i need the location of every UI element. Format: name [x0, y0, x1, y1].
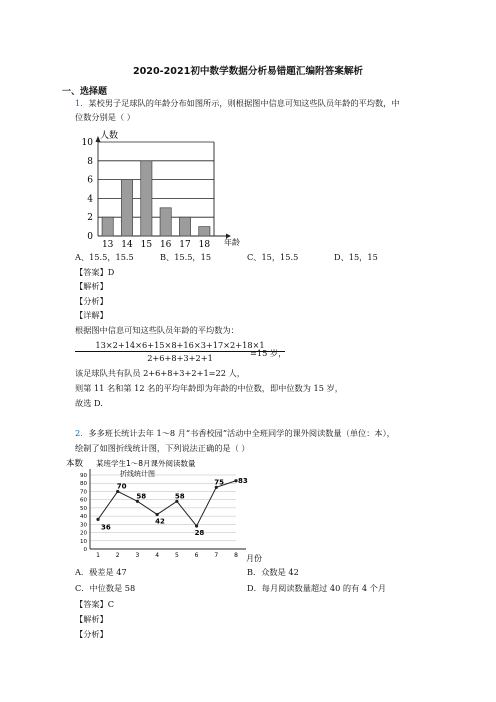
- q1-option-c: C、15，15.5: [247, 252, 299, 262]
- document-title: 2020-2021初中数学数据分析易错题汇编附答案解析: [132, 66, 364, 77]
- bar-16: [160, 208, 171, 236]
- y-tick-label: 70: [80, 489, 87, 496]
- y-tick-label: 8: [87, 156, 93, 167]
- data-label: 28: [194, 528, 205, 537]
- q2-stem-line2: 绘制了如图折线统计图，下列说法正确的是（ ）: [75, 443, 250, 453]
- chart-title: 某班学生1～8月课外阅读数量: [96, 459, 196, 468]
- bar-13: [102, 217, 113, 236]
- q1-xiangjie: 【详解】: [75, 310, 108, 320]
- x-tick-label: 7: [214, 552, 219, 559]
- x-tick-label: 15: [140, 240, 153, 250]
- x-tick-label: 5: [174, 552, 179, 559]
- data-label: 36: [101, 523, 111, 532]
- x-tick-label: 6: [194, 552, 199, 559]
- q1-detail-2: 该足球队共有队员 2+6+8+3+2+1=22 人，: [75, 368, 245, 378]
- y-axis-label: 人数: [100, 131, 119, 141]
- y-axis-label: 本数: [66, 459, 84, 469]
- q2-answer: 【答案】C: [75, 599, 115, 609]
- q1-answer: 【答案】D: [75, 267, 115, 277]
- q1-detail-1: 根据图中信息可知这些队员年龄的平均数为：: [75, 325, 239, 335]
- y-tick-label: 10: [80, 538, 87, 545]
- y-tick-label: 0: [83, 547, 87, 553]
- data-point-1: [96, 518, 99, 521]
- y-tick-label: 50: [80, 505, 87, 512]
- x-tick-label: 2: [115, 552, 120, 559]
- data-label: 58: [136, 492, 147, 501]
- q2-option-d: D．每月阅读数量超过 40 的有 4 个月: [247, 583, 387, 593]
- x-tick-label: 13: [101, 240, 114, 250]
- y-tick-label: 60: [80, 497, 87, 504]
- q2-number: 2．: [75, 428, 89, 438]
- q2-option-a: A．极差是 47: [75, 567, 127, 577]
- bar-15: [141, 161, 152, 236]
- bar-18: [199, 227, 210, 236]
- y-tick-label: 2: [87, 213, 93, 224]
- bar-17: [179, 217, 190, 236]
- q2-jiexi: 【解析】: [75, 614, 108, 624]
- q1-bar-chart: [70, 128, 250, 250]
- chart-subtitle: 折线统计图: [120, 470, 155, 478]
- q2-fenxi: 【分析】: [75, 629, 108, 639]
- x-tick-label: 17: [179, 240, 191, 250]
- fraction-denominator: 2+6+8+3+2+1: [147, 353, 213, 363]
- q1-detail-4: 故选 D.: [75, 398, 103, 408]
- q1-fenxi: 【分析】: [75, 296, 108, 306]
- y-tick-label: 20: [80, 530, 87, 537]
- y-tick-label: 4: [87, 194, 93, 205]
- q1-jiexi: 【解析】: [75, 281, 108, 291]
- data-label: 75: [214, 478, 225, 487]
- x-axis-label: 年龄: [224, 238, 240, 247]
- q1-option-d: D、15，15: [334, 252, 378, 262]
- q1-stem-text1: 某校男子足球队的年龄分布如图所示，则根据图中信息可知这些队员年龄的平均数，中: [88, 98, 400, 108]
- x-tick-label: 3: [135, 552, 140, 559]
- x-tick-label: 16: [159, 240, 172, 250]
- q1-stem-line2: 位数分别是（ ）: [75, 112, 135, 122]
- y-tick-label: 80: [80, 481, 87, 488]
- y-tick-label: 90: [80, 473, 87, 479]
- q2-stem-line1: [75, 428, 395, 439]
- section-heading: 一、选择题: [62, 87, 108, 97]
- q1-option-b: B、15.5，15: [160, 252, 212, 262]
- q2-stem-text1: 多多班长统计去年 1～8 月“书香校园”活动中全班同学的课外阅读数量（单位：本），: [88, 428, 395, 438]
- y-tick-label: 0: [87, 232, 93, 242]
- x-tick-label: 8: [234, 552, 238, 559]
- q1-detail-3: 则第 11 名和第 12 名的平均年龄即为年龄的中位数，即中位数为 15 岁，: [75, 383, 343, 393]
- q1-option-a: A、15.5，15.5: [75, 252, 134, 262]
- fraction-numerator: 13×2+14×6+15×8+16×3+17×2+18×1: [75, 340, 285, 352]
- data-point-4: [156, 513, 159, 516]
- x-tick-label: 4: [155, 552, 160, 559]
- q1-stem-line1: [75, 98, 400, 109]
- x-axis-label: 月份: [246, 554, 262, 563]
- x-tick-label: 14: [121, 240, 133, 250]
- data-label: 83: [238, 476, 248, 485]
- q1-number: 1．: [75, 98, 89, 108]
- x-tick-label: 18: [198, 240, 211, 250]
- y-tick-label: 30: [80, 522, 87, 529]
- data-label: 42: [155, 517, 165, 526]
- fraction-result: =15 岁，: [250, 348, 287, 358]
- y-tick-label: 40: [80, 514, 87, 521]
- y-tick-label: 6: [87, 175, 93, 186]
- data-label: 58: [174, 492, 185, 501]
- q2-option-c: C．中位数是 58: [75, 583, 136, 593]
- q2-line-chart: [66, 457, 272, 565]
- bar-14: [121, 180, 132, 236]
- x-tick-label: 1: [96, 552, 100, 559]
- y-tick-label: 10: [81, 138, 93, 148]
- q2-option-b: B．众数是 42: [247, 567, 299, 577]
- data-point-6: [195, 524, 198, 527]
- data-label: 70: [116, 482, 127, 491]
